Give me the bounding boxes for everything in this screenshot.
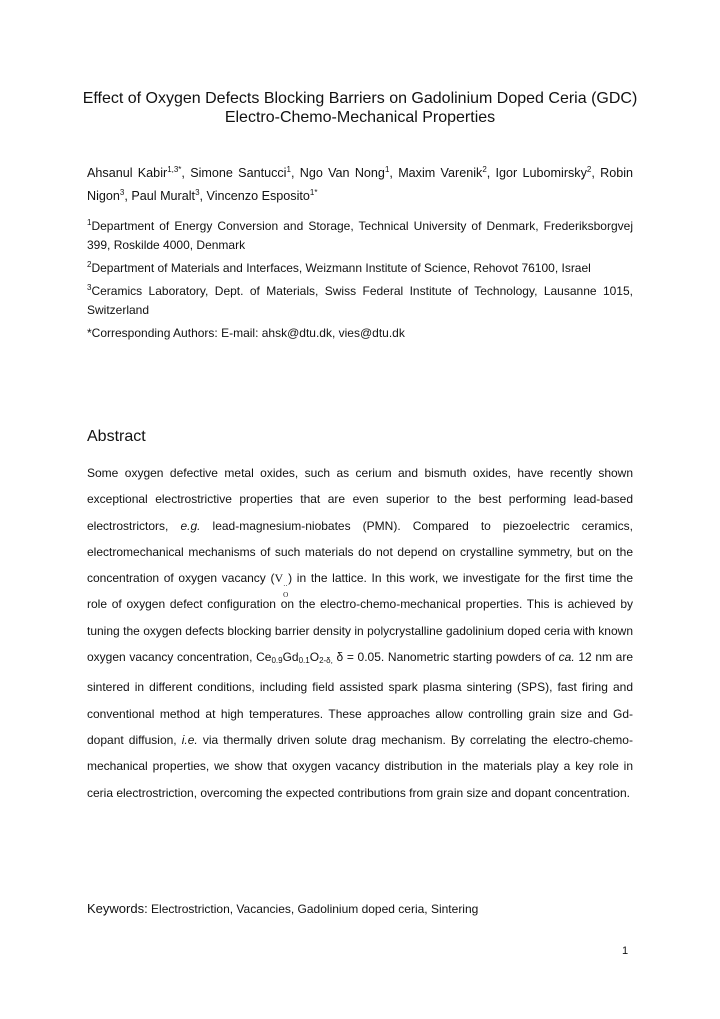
author-affiliation-mark: 1 — [384, 165, 390, 174]
author-affiliation-mark: 3 — [119, 188, 125, 197]
affiliation-text: Ceramics Laboratory, Dept. of Materials, Swiss Federal Institute of Technology, Lausanne 1015, Switzerland — [87, 284, 633, 317]
chemical-formula — [256, 650, 333, 664]
abstract-emphasis: i.e. — [181, 732, 198, 747]
affiliation-text: Department of Energy Conversion and Storage, Technical University of Denmark, Frederiksborgvej 399, Roskilde 4000, Denmark — [87, 219, 633, 252]
affiliation-mark: 1 — [87, 218, 92, 227]
author-affiliation-mark: 2 — [482, 165, 487, 174]
formula-sub: 0.9 — [271, 656, 283, 666]
affiliation-item — [87, 282, 633, 320]
author-name: Vincenzo Esposito — [206, 189, 310, 203]
vo-sub: O — [283, 591, 289, 600]
affiliation-item — [87, 259, 633, 278]
author-affiliation-mark: 1* — [309, 188, 318, 197]
keywords-line — [87, 901, 478, 916]
keywords-label: Keywords: — [87, 901, 148, 916]
author-name: Ahsanul Kabir — [87, 166, 168, 180]
affiliation-item — [87, 217, 633, 255]
abstract-emphasis: e.g. — [180, 518, 201, 533]
author-affiliation-mark: 2 — [586, 165, 592, 174]
abstract-heading: Abstract — [87, 428, 146, 445]
abstract-emphasis: ca. — [558, 650, 575, 665]
affiliation-mark: 2 — [87, 260, 92, 269]
abstract-text: Some oxygen defective metal oxides, such as cerium and bismuth oxides, have recently shown exceptional electrostrictive properties that are even superior to the best performing lead-based electrostrictors, — [87, 466, 633, 533]
formula-part: Ce — [256, 650, 272, 665]
author-name: Ngo Van Nong — [299, 166, 385, 180]
corresponding-author: *Corresponding Authors: E-mail: ahsk@dtu.dk, vies@dtu.dk — [87, 326, 405, 340]
paper-title: Effect of Oxygen Defects Blocking Barriers on Gadolinium Doped Ceria (GDC) Electro-Chemo-Mechanical Properties — [82, 90, 638, 126]
abstract-text: ) in the lattice. In this work, we investigate for the first time the role of oxygen defect configuration on the electro-chemo-mechanical properties. This is achieved by tuning the oxygen defects blocking barrier density in polycrystalline gadolinium doped ceria with known oxygen vacancy concentration, — [87, 571, 634, 665]
abstract-text: via thermally driven solute drag mechanism. By correlating the electro-chemo-mechanical properties, we show that oxygen vacancy distribution in the materials play a key role in ceria electrostriction, overcoming the expected contributions from grain size and dopant concentration. — [87, 732, 633, 800]
author-name: Robin Nigon — [87, 166, 634, 203]
affiliations — [87, 217, 633, 347]
author-name: Maxim Varenik — [398, 166, 483, 180]
abstract-text: 12 nm are sintered in different conditions, including field assisted spark plasma sintering (SPS), fast firing and conventional method at high temperatures. These approaches allow controlling grain size and Gd-dopant diffusion, — [87, 650, 634, 747]
page-number: 1 — [622, 945, 629, 957]
author-affiliation-mark: 1,3* — [167, 165, 182, 174]
author-name: Paul Muralt — [131, 189, 196, 203]
formula-sub: 0.1 — [298, 656, 310, 666]
abstract-text: lead-magnesium-niobates (PMN). Compared to piezoelectric ceramics, electromechanical mechanisms of such materials do not depend on crystalline symmetry, but on the concentration of oxygen vacancy ( — [87, 518, 634, 586]
abstract-paragraph — [87, 460, 633, 806]
formula-sub: 2-δ, — [319, 656, 333, 666]
keywords-list: Electrostriction, Vacancies, Gadolinium doped ceria, Sintering — [151, 902, 479, 916]
formula-part: Gd — [282, 650, 299, 665]
author-affiliation-mark: 1 — [286, 165, 291, 174]
author-list: Ahsanul Kabir$^{1,3*}$, Simone Santucci$^1$, Ngo Van Nong$^1$, Maxim Varenik$^2$, Igor Lubomirsky$^2$, Robin Nigon$^3$, Paul Muralt$^3$, Vincenzo Esposito$^{1*}$ — [87, 165, 634, 203]
formula-part: O — [309, 650, 320, 665]
abstract-body — [87, 460, 633, 806]
abstract-text: δ = 0.05. Nanometric starting powders of — [336, 650, 555, 665]
affiliation-text: Department of Materials and Interfaces, Weizmann Institute of Science, Rehovot 76100, Israel — [91, 261, 591, 275]
vo-base: V — [274, 571, 284, 586]
author-name: Igor Lubomirsky — [495, 166, 587, 180]
affiliation-mark: 3 — [87, 283, 92, 292]
vo-sup: ·· — [283, 582, 288, 591]
author-affiliation-mark: 3 — [195, 188, 200, 197]
oxygen-vacancy-symbol — [274, 571, 289, 600]
author-name: Simone Santucci — [190, 166, 287, 180]
